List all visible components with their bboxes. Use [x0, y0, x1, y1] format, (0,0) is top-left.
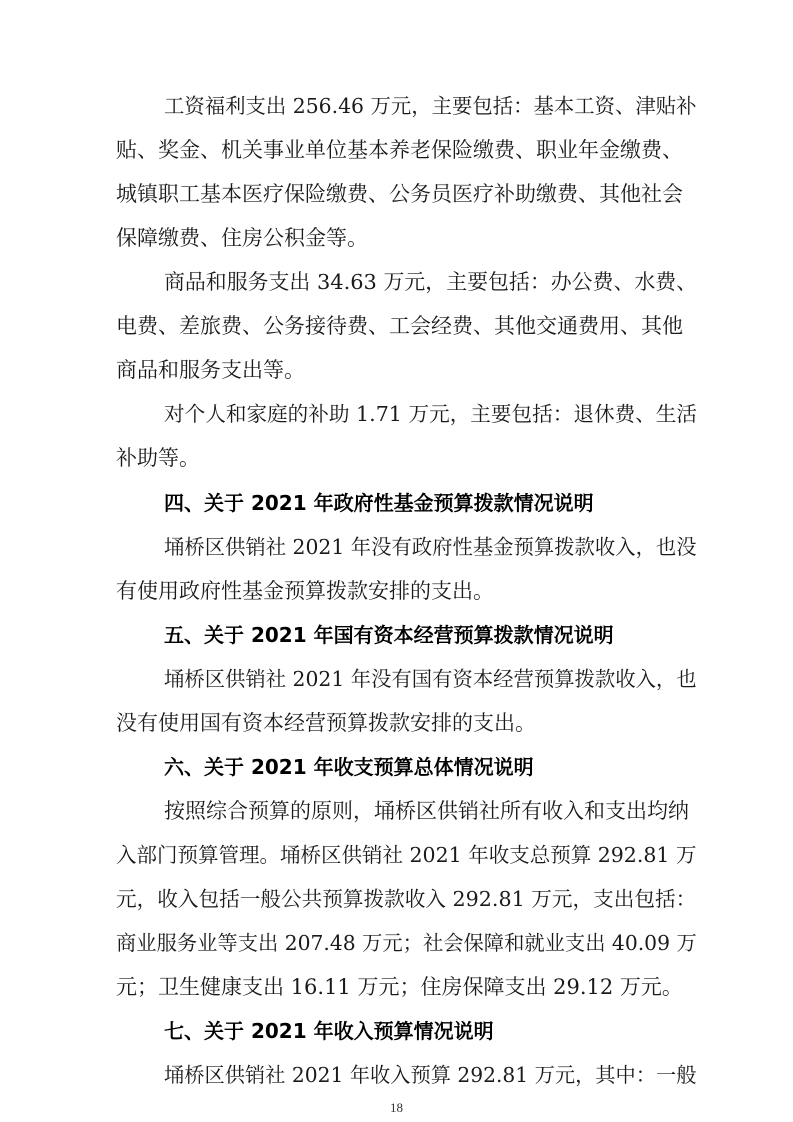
body-text-line: 按照综合预算的原则，埇桥区供销社所有收入和支出均纳 [164, 799, 689, 823]
section-heading: 四、关于 2021 年政府性基金预算拨款情况说明 [164, 491, 594, 515]
body-text-line: 没有使用国有资本经营预算拨款安排的支出。 [116, 711, 536, 735]
body-text-line: 有使用政府性基金预算拨款安排的支出。 [116, 579, 494, 603]
body-text-line: 元，收入包括一般公共预算拨款收入 292.81 万元，支出包括： [116, 887, 697, 911]
body-text-line: 补助等。 [116, 446, 200, 470]
page-number: 18 [390, 1100, 403, 1115]
body-text-line: 入部门预算管理。埇桥区供销社 2021 年收支总预算 292.81 万 [116, 843, 697, 867]
body-text-line: 对个人和家庭的补助 1.71 万元，主要包括：退休费、生活 [164, 402, 698, 426]
body-text-line: 埇桥区供销社 2021 年没有国有资本经营预算拨款收入，也 [164, 667, 697, 691]
body-text-line: 埇桥区供销社 2021 年收入预算 292.81 万元，其中：一般 [164, 1063, 697, 1087]
section-heading: 五、关于 2021 年国有资本经营预算拨款情况说明 [164, 623, 614, 647]
body-text-line: 商业服务业等支出 207.48 万元；社会保障和就业支出 40.09 万 [116, 931, 697, 955]
body-text-line: 埇桥区供销社 2021 年没有政府性基金预算拨款收入，也没 [164, 535, 697, 559]
body-text-line: 工资福利支出 256.46 万元，主要包括：基本工资、津贴补 [164, 94, 697, 118]
body-text-line: 元；卫生健康支出 16.11 万元；住房保障支出 29.12 万元。 [116, 975, 683, 999]
section-heading: 七、关于 2021 年收入预算情况说明 [164, 1019, 494, 1043]
body-text-line: 电费、差旅费、公务接待费、工会经费、其他交通费用、其他 [116, 314, 683, 338]
section-heading: 六、关于 2021 年收支预算总体情况说明 [164, 755, 534, 779]
body-text-line: 商品和服务支出等。 [116, 358, 305, 382]
body-text-line: 商品和服务支出 34.63 万元，主要包括：办公费、水费、 [164, 270, 698, 294]
body-text-line: 保障缴费、住房公积金等。 [116, 226, 368, 250]
body-text-line: 贴、奖金、机关事业单位基本养老保险缴费、职业年金缴费、 [116, 138, 683, 162]
body-text-line: 城镇职工基本医疗保险缴费、公务员医疗补助缴费、其他社会 [116, 182, 683, 206]
